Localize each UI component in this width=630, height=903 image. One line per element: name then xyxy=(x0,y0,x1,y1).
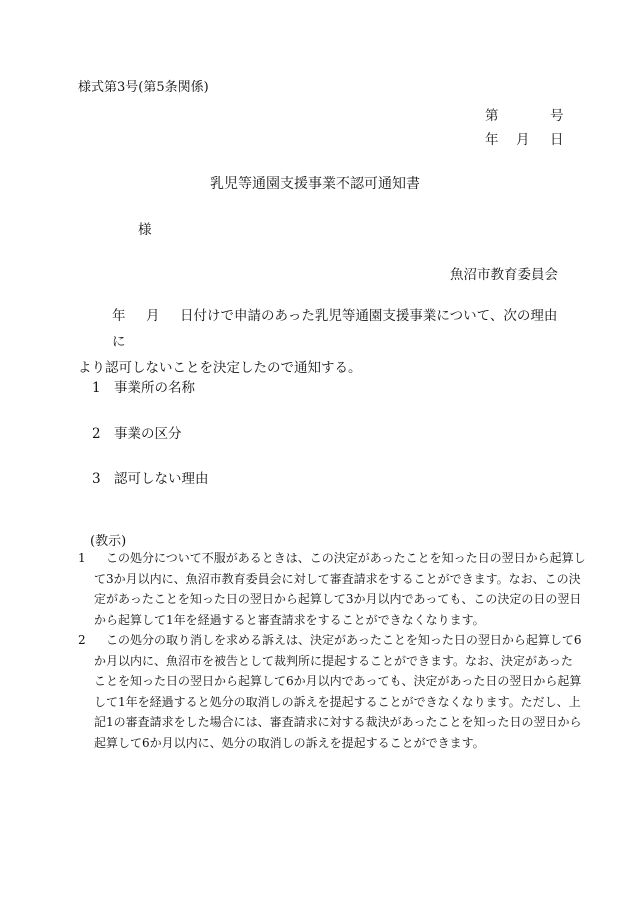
date-year-label: 年 xyxy=(485,132,499,148)
note-line: ことを知った日の翌日から起算して6か月以内であっても、決定があった日の翌日から起算 xyxy=(94,674,582,688)
note-1 xyxy=(78,548,586,630)
item-facility-name xyxy=(92,376,195,396)
note-number: 1 xyxy=(78,551,86,565)
body-year-label: 年 xyxy=(112,308,126,324)
note-line: 記1の審査請求をした場合には、審査請求に対する裁決があったことを知った日の翌日から xyxy=(94,715,582,729)
note-line: て3か月以内に、魚沼市教育委員会に対して審査請求をすることができます。なお、この決 xyxy=(94,571,581,586)
note-line: から起算して1年を経過すると審査請求をすることができなくなります。 xyxy=(94,612,485,627)
item-number: 2 xyxy=(92,426,101,442)
document-title: 乳児等通園支援事業不認可通知書 xyxy=(210,176,420,192)
form-number: 様式第3号(第5条関係) xyxy=(78,80,209,95)
addressee-suffix: 様 xyxy=(138,222,152,238)
notice-body xyxy=(78,303,568,381)
note-line: か月以内に、魚沼市を被告として裁判所に提起することができます。なお、決定があった xyxy=(94,653,573,668)
document-number-label: 第 xyxy=(485,108,499,124)
body-month-label: 月 xyxy=(146,308,160,324)
note-2 xyxy=(78,630,582,753)
instruction-heading: (教示) xyxy=(90,534,127,549)
note-line: この処分について不服があるときは、この決定があったことを知った日の翌日から起算し xyxy=(106,551,586,565)
note-number: 2 xyxy=(78,633,86,647)
notice-body-line-2: より認可しないことを決定したので通知する。 xyxy=(78,360,362,376)
note-line: して1年を経過すると処分の取消しの訴えを提起することができなくなります。ただし、上 xyxy=(94,694,581,709)
date-day-label: 日 xyxy=(550,132,564,148)
item-number: 1 xyxy=(92,380,101,396)
item-number: 3 xyxy=(92,471,101,487)
item-label: 事業所の名称 xyxy=(114,380,195,396)
note-line: 起算して6か月以内に、処分の取消しの訴えを提起することができます。 xyxy=(94,735,485,750)
note-line: この処分の取り消しを求める訴えは、決定があったことを知った日の翌日から起算して6 xyxy=(106,633,582,647)
document-number-suffix: 号 xyxy=(550,108,564,124)
item-label: 認可しない理由 xyxy=(114,471,209,487)
body-line-1-text: 日付けで申請のあった乳児等通園支援事業について、次の理由に xyxy=(112,308,558,350)
item-business-category xyxy=(92,422,182,442)
issuer-name: 魚沼市教育委員会 xyxy=(450,267,558,283)
item-label: 事業の区分 xyxy=(114,426,182,442)
date-month-label: 月 xyxy=(516,132,530,148)
note-line: 定があったことを知った日の翌日から起算して3か月以内であっても、この決定の日の翌日 xyxy=(94,592,582,606)
instruction-notes xyxy=(78,548,586,753)
notice-body-line-1 xyxy=(78,303,568,355)
item-denial-reason xyxy=(92,467,209,487)
